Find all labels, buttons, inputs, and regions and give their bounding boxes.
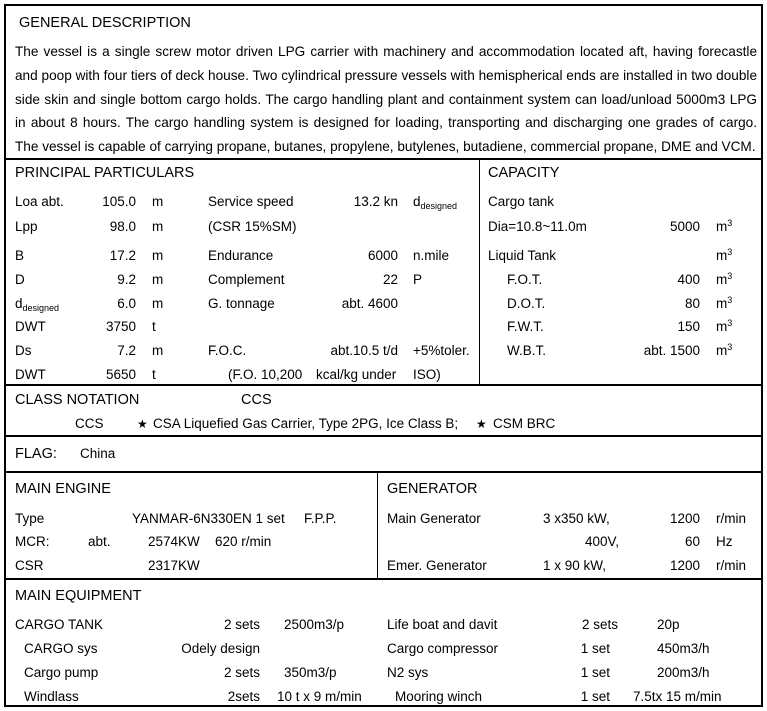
- mcr-value: 2574KW: [148, 534, 200, 549]
- equipment-spec: 10 t x 9 m/min: [277, 689, 362, 704]
- principal-title: PRINCIPAL PARTICULARS: [15, 165, 195, 181]
- breadth-value: 17.2: [109, 248, 136, 263]
- wbt-value: abt. 1500: [643, 343, 700, 358]
- divider-class: [4, 435, 763, 437]
- cargo-tank-unit: $m^3$: [716, 218, 733, 234]
- dwt-designed-unit: t: [152, 319, 156, 334]
- equipment-name: CARGO sys: [24, 641, 98, 656]
- dwt-scantling-unit: t: [152, 367, 156, 382]
- emergency-generator-value: 1 x 90 kW,: [543, 558, 607, 573]
- service-speed-value: 13.2 kn: [353, 194, 398, 209]
- star-icon: ★: [476, 417, 487, 431]
- equipment-qty: 1 set: [580, 689, 610, 704]
- csr-note: (CSR 15%SM): [208, 219, 297, 234]
- equipment-qty: 2sets: [227, 689, 260, 704]
- flag-value: China: [80, 446, 116, 461]
- equipment-spec: 350m3/p: [284, 665, 337, 680]
- endurance-label: Endurance: [208, 248, 274, 263]
- wbt-label: W.B.T.: [507, 343, 547, 358]
- equipment-name: Cargo compressor: [387, 641, 499, 656]
- main-generator-label: Main Generator: [387, 511, 481, 526]
- class-notation-b: CSM BRC: [493, 416, 556, 431]
- equipment-name: Mooring winch: [395, 689, 483, 704]
- csr-label: CSR: [15, 558, 44, 573]
- liquid-tank-unit: $m^3$: [716, 247, 733, 263]
- main-generator-rpm: 1200: [669, 511, 700, 526]
- mcr-abt: abt.: [88, 534, 111, 549]
- capacity-title: CAPACITY: [488, 165, 560, 181]
- gross-tonnage-value: abt. 4600: [341, 296, 398, 311]
- depth-label: D: [15, 272, 25, 287]
- divider-principal: [4, 384, 763, 386]
- equipment-name: Windlass: [24, 689, 79, 704]
- engine-type-value: YANMAR-6N330EN 1 set: [132, 511, 285, 526]
- emergency-generator-rpm-unit: r/min: [716, 558, 746, 573]
- wbt-unit: $m^3$: [716, 342, 733, 358]
- fo-note-b: kcal/kg under: [316, 367, 397, 382]
- csr-value: 2317KW: [148, 558, 200, 573]
- equipment-spec: 2500m3/p: [284, 617, 345, 632]
- dot-value: 80: [684, 296, 700, 311]
- generator-frequency-unit: Hz: [716, 534, 733, 549]
- equipment-spec: 20p: [657, 617, 680, 632]
- lpp-unit: m: [152, 219, 164, 234]
- dot-unit: $m^3$: [716, 295, 733, 311]
- fo-note-a: (F.O. 10,200: [228, 367, 303, 382]
- fot-unit: $m^3$: [716, 271, 733, 287]
- star-icon: ★: [137, 417, 148, 431]
- equipment-qty: 2 sets: [223, 665, 260, 680]
- lpp-value: 98.0: [109, 219, 136, 234]
- equipment-name: Cargo pump: [24, 665, 99, 680]
- dwt-designed-label: DWT: [15, 319, 46, 334]
- equipment-spec: 200m3/h: [657, 665, 710, 680]
- divider-generator: [377, 472, 378, 579]
- loa-unit: m: [152, 194, 164, 209]
- emergency-generator-rpm: 1200: [669, 558, 700, 573]
- generator-voltage: 400V,: [584, 534, 619, 549]
- equipment-name: N2 sys: [387, 665, 429, 680]
- breadth-unit: m: [152, 248, 164, 263]
- equipment-qty: 1 set: [580, 641, 610, 656]
- equipment-name: CARGO TANK: [15, 617, 104, 632]
- draft-designed-label: $d_{designed}$: [15, 296, 60, 313]
- depth-value: 9.2: [117, 272, 136, 287]
- dwt-scantling-value: 5650: [105, 367, 136, 382]
- divider-flag: [4, 471, 763, 473]
- equipment-spec: 450m3/h: [657, 641, 710, 656]
- mcr-label: MCR:: [15, 534, 50, 549]
- equipment-spec: 7.5tx 15 m/min: [633, 689, 722, 704]
- loa-label: Loa abt.: [15, 194, 64, 209]
- cargo-tank-label: Cargo tank: [488, 194, 555, 209]
- class-notation-title: CLASS NOTATION: [15, 392, 140, 408]
- engine-type-label: Type: [15, 511, 45, 526]
- foc-tolerance: +5%toler.: [413, 343, 470, 358]
- ds-value: 7.2: [117, 343, 136, 358]
- class-notation-a: CSA Liquefied Gas Carrier, Type 2PG, Ice Class B;: [153, 416, 459, 431]
- fwt-label: F.W.T.: [507, 319, 544, 334]
- fwt-unit: $m^3$: [716, 318, 733, 334]
- engine-propeller: F.P.P.: [304, 511, 337, 526]
- equipment-qty: Odely design: [181, 641, 260, 656]
- divider-capacity: [479, 159, 480, 385]
- service-speed-condition: $d_{designed}$: [413, 194, 458, 211]
- dwt-designed-value: 3750: [105, 319, 136, 334]
- fwt-value: 150: [677, 319, 700, 334]
- foc-value: abt.10.5 t/d: [330, 343, 398, 358]
- cargo-tank-volume: 5000: [669, 219, 700, 234]
- foc-label: F.O.C.: [208, 343, 247, 358]
- equipment-qty: 2 sets: [581, 617, 618, 632]
- endurance-value: 6000: [367, 248, 398, 263]
- depth-unit: m: [152, 272, 164, 287]
- draft-designed-unit: m: [152, 296, 164, 311]
- flag-label: FLAG:: [15, 446, 57, 462]
- loa-value: 105.0: [102, 194, 136, 209]
- complement-unit: P: [413, 272, 423, 287]
- class-society-heading: CCS: [241, 392, 272, 408]
- dot-label: D.O.T.: [507, 296, 546, 311]
- endurance-unit: n.mile: [413, 248, 450, 263]
- equipment-qty: 2 sets: [223, 617, 260, 632]
- main-generator-value: 3 x350 kW,: [543, 511, 610, 526]
- liquid-tank-label: Liquid Tank: [488, 248, 557, 263]
- dwt-scantling-label: DWT: [15, 367, 46, 382]
- general-text: The vessel is a single screw motor driven LPG carrier with machinery and accommodation located aft, having forecastle and poop with four tiers of deck house. Two cylindrical pressure vessels with hemispherical ends are installed in two double side skin and single bottom cargo holds. The cargo handling plant and containment system can load/unload 5000m3 LPG in about 8 hours. The cargo handling system is designed for loading, transporting and discharging one grades of cargo. The vessel is capable of carrying propane, butanes, propylene, butylenes, butadiene, commercial propane, DME and VCM.: [15, 44, 757, 155]
- cargo-tank-dia: Dia=10.8~11.0m: [488, 219, 587, 234]
- generator-frequency: 60: [684, 534, 700, 549]
- service-speed-label: Service speed: [208, 194, 294, 209]
- emergency-generator-label: Emer. Generator: [387, 558, 487, 573]
- main-equipment-title: MAIN EQUIPMENT: [15, 588, 142, 604]
- equipment-qty: 1 set: [580, 665, 610, 680]
- divider-engine: [4, 578, 763, 580]
- fot-value: 400: [677, 272, 700, 287]
- mcr-rpm: 620 r/min: [215, 534, 272, 549]
- fo-note-c: ISO): [413, 367, 441, 382]
- main-engine-title: MAIN ENGINE: [15, 481, 111, 497]
- main-generator-rpm-unit: r/min: [716, 511, 746, 526]
- draft-designed-value: 6.0: [117, 296, 136, 311]
- fot-label: F.O.T.: [507, 272, 543, 287]
- complement-label: Complement: [208, 272, 285, 287]
- ds-label: Ds: [15, 343, 32, 358]
- lpp-label: Lpp: [15, 219, 38, 234]
- general-title: GENERAL DESCRIPTION: [19, 15, 191, 31]
- generator-title: GENERATOR: [387, 481, 478, 497]
- equipment-name: Life boat and davit: [387, 617, 498, 632]
- gross-tonnage-label: G. tonnage: [208, 296, 275, 311]
- class-society: CCS: [75, 416, 104, 431]
- breadth-label: B: [15, 248, 25, 263]
- ds-unit: m: [152, 343, 164, 358]
- complement-value: 22: [382, 272, 398, 287]
